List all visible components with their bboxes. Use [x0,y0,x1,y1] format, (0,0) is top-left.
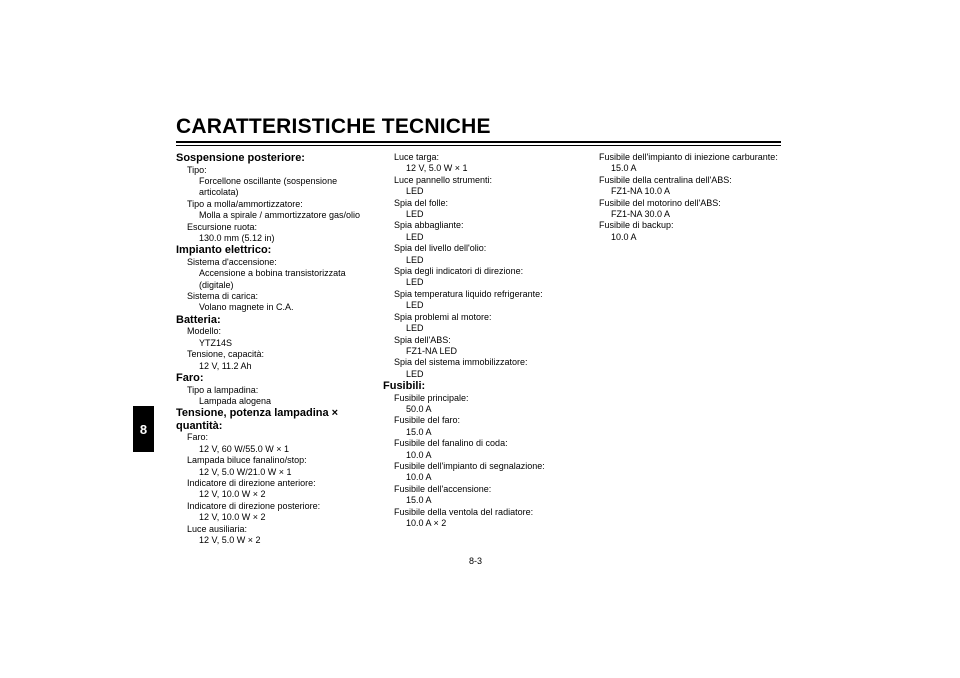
spec-value: Molla a spirale / ammortizzatore gas/olio [199,210,361,221]
spec-label: Tipo a molla/ammortizzatore: [187,198,303,209]
spec-label: Sistema d'accensione: [187,256,277,267]
spec-label: Luce ausiliaria: [187,523,248,534]
spec-value: 15.0 A [611,163,637,174]
spec-label: Luce targa: [394,152,440,162]
spec-label: Luce pannello strumenti: [394,174,493,185]
spec-value: Volano magnete in C.A. [199,302,294,313]
spec-value: FZ1-NA 30.0 A [611,209,671,220]
spec-value: 50.0 A [406,404,432,415]
spec-value: 12 V, 5.0 W × 1 [406,163,468,174]
spec-value: 15.0 A [406,426,432,437]
spec-label: Tensione, capacità: [187,349,265,360]
spec-value: 12 V, 10.0 W × 2 [199,512,266,523]
spec-value: FZ1-NA 10.0 A [611,186,671,197]
spec-label: Modello: [187,326,222,337]
section-heading: Impianto elettrico: [176,244,272,257]
spec-value: LED [406,254,424,265]
spec-label: Spia del folle: [394,197,449,208]
spec-value: 12 V, 11.2 Ah [199,360,252,371]
spec-value: 10.0 A × 2 [406,518,447,529]
spec-value: LED [406,300,424,311]
spec-value: 12 V, 10.0 W × 2 [199,489,266,500]
spec-label: Spia dell'ABS: [394,334,451,345]
spec-label: Spia del sistema immobilizzatore: [394,357,528,368]
spec-value: articolata) [199,187,239,198]
title-rule-thick [176,141,781,143]
spec-value: 12 V, 5.0 W × 2 [199,534,261,545]
spec-label: Fusibile della centralina dell'ABS: [599,174,732,185]
section-heading: Batteria: [176,313,221,326]
spec-value: 130.0 mm (5.12 in) [199,232,275,243]
page-title: CARATTERISTICHE TECNICHE [176,115,491,138]
spec-value: Lampada alogena [199,395,272,406]
spec-value: LED [406,209,424,220]
spec-label: Lampada biluce fanalino/stop: [187,455,307,466]
spec-value: LED [406,231,424,242]
spec-label: Fusibile dell'impianto di segnalazione: [394,461,545,472]
spec-label: Indicatore di direzione anteriore: [187,477,316,488]
spec-value: FZ1-NA LED [406,345,458,356]
section-heading: Tensione, potenza lampadina × quantità: [176,407,339,432]
spec-label: Spia del livello dell'olio: [394,243,487,254]
spec-label: Sistema di carica: [187,291,259,302]
section-heading: Faro: [176,372,204,384]
spec-label: Spia temperatura liquido refrigerante: [394,288,543,299]
spec-value: 15.0 A [406,495,432,506]
spec-label: Fusibile del faro: [394,415,461,426]
spec-label: Fusibile dell'impianto di iniezione carburante: [599,152,778,162]
spec-value: 10.0 A [406,449,432,460]
spec-value: YTZ14S [199,337,233,348]
spec-label: Indicatore di direzione posteriore: [187,500,321,511]
spec-column-left [176,152,381,546]
spec-value: Accensione a bobina transistorizzata [199,268,346,279]
spec-label: Spia abbagliante: [394,220,464,231]
spec-value: LED [406,277,424,288]
spec-label: Fusibile del fanalino di coda: [394,438,508,449]
spec-label: Fusibile principale: [394,392,469,403]
title-rule-thin [176,145,781,146]
page-number: 8-3 [469,556,483,566]
spec-label: Fusibile del motorino dell'ABS: [599,197,721,208]
chapter-tab [133,406,154,452]
spec-value: 10.0 A [406,472,432,483]
spec-label: Spia problemi al motore: [394,311,492,322]
section-heading: Sospensione posteriore: [176,152,305,164]
spec-value: (digitale) [199,279,234,290]
section-heading: Fusibili: [383,380,426,393]
spec-value: 12 V, 5.0 W/21.0 W × 1 [199,466,292,477]
spec-column-right [588,152,788,243]
spec-label: Tipo: [187,164,207,175]
spec-column-middle [383,152,588,530]
chapter-tab-label: 8 [139,421,148,437]
spec-value: LED [406,186,424,197]
spec-label: Fusibile dell'accensione: [394,483,492,494]
spec-value: 10.0 A [611,231,637,242]
spec-label: Escursione ruota: [187,221,258,232]
spec-label: Faro: [187,432,209,443]
spec-label: Spia degli indicatori di direzione: [394,266,524,277]
spec-value: 12 V, 60 W/55.0 W × 1 [199,443,289,454]
spec-label: Fusibile della ventola del radiatore: [394,506,534,517]
spec-value: LED [406,323,424,334]
spec-value: LED [406,368,424,379]
spec-label: Fusibile di backup: [599,220,674,231]
spec-value: Forcellone oscillante (sospensione [199,175,338,186]
spec-label: Tipo a lampadina: [187,384,259,395]
